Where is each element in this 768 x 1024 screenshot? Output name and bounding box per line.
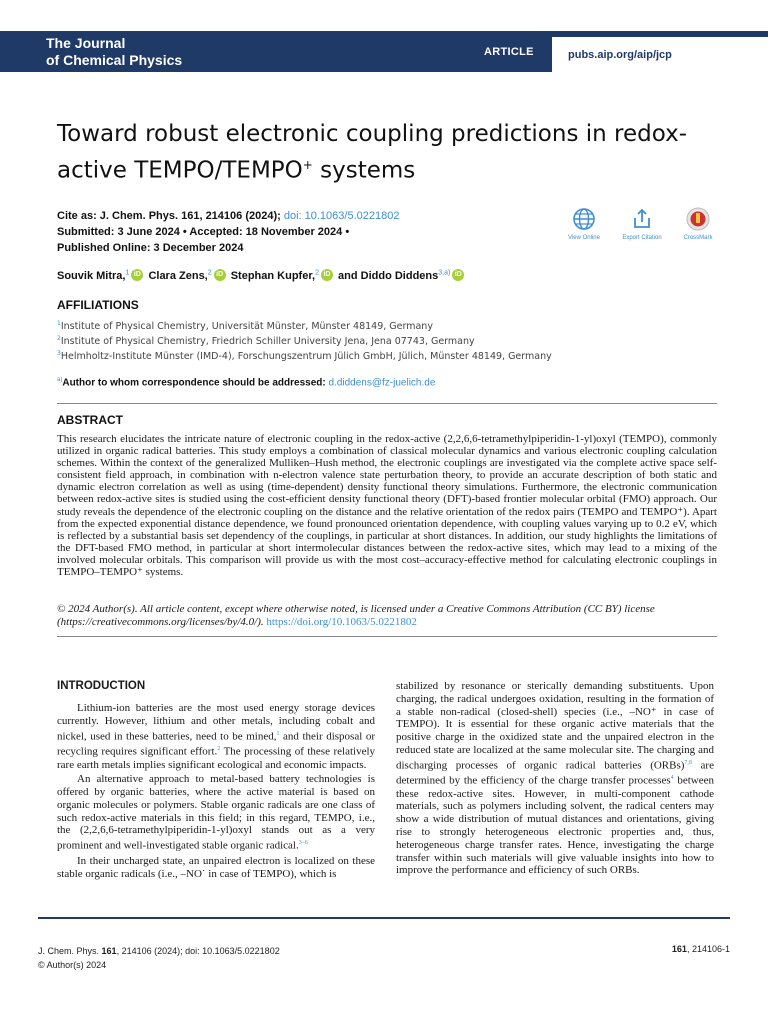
- orcid-icon[interactable]: iD: [321, 269, 333, 281]
- affiliation-item: $^3$Helmholtz-Institute Münster (IMD-4), Forschungszentrum Jülich GmbH, Jülich, Münster 48149, Germany: [57, 350, 552, 363]
- published-date: Published Online: 3 December 2024: [57, 242, 244, 254]
- journal-header: [0, 0, 768, 72]
- title-tail: systems: [312, 157, 416, 184]
- affiliation-item: $^1$Institute of Physical Chemistry, Universität Münster, Münster 48149, Germany: [57, 320, 433, 333]
- intro-paragraph: In their uncharged state, an unpaired electron is localized on these stable organic radicals (i.e., –NO˙ in case of TEMPO), which is: [57, 854, 375, 880]
- abstract-heading: ABSTRACT: [57, 413, 123, 427]
- orcid-icon[interactable]: iD: [452, 269, 464, 281]
- export-icon: [630, 207, 654, 231]
- export-citation-label: Export Citation: [622, 235, 662, 241]
- correspondence-email-link[interactable]: d.diddens@fz-juelich.de: [328, 377, 436, 389]
- author-affil-sup: 1: [125, 269, 130, 277]
- orcid-icon[interactable]: iD: [214, 269, 226, 281]
- author-name[interactable]: Stephan Kupfer,: [230, 269, 316, 282]
- author-name[interactable]: and Diddo Diddens: [338, 269, 439, 282]
- license-statement: © 2024 Author(s). All article content, except where otherwise noted, is licensed under a Creative Commons Attribution (CC BY) license (https://creativecommons.org/licenses/by/4.0/). https://doi.org/10.1063/5.0221802: [57, 603, 655, 628]
- article-title: [57, 119, 717, 187]
- author-affil-sup: 3,a): [438, 269, 451, 277]
- title-superscript: +: [302, 158, 313, 172]
- correspondence-note: $^{a)}$Author to whom correspondence should be addressed: d.diddens@fz-juelich.de: [57, 377, 436, 389]
- journal-name[interactable]: [46, 35, 182, 69]
- citation-block: [57, 208, 399, 256]
- journal-url-link[interactable]: pubs.aip.org/aip/jcp: [568, 49, 672, 61]
- section-divider: [57, 636, 717, 637]
- submission-dates: Submitted: 3 June 2024 • Accepted: 18 November 2024 •: [57, 226, 350, 238]
- intro-right-column: [396, 680, 714, 879]
- introduction-heading: INTRODUCTION: [57, 680, 146, 692]
- author-name[interactable]: Clara Zens,: [148, 269, 208, 282]
- intro-paragraph: An alternative approach to metal-based battery technologies is offered by organic batteries, where the active material is based on organic molecules or polymers. Stable organic radicals are one class of such redox-active materials in this field; in this regard, TEMPO, i.e., the (2,2,6,6-tetramethylpiperidin-1-yl)oxyl stands out as a very prominent and well-investigated stable organic radical.$^{3-6}$: [57, 773, 375, 852]
- journal-name-line2: of Chemical Physics: [46, 52, 183, 68]
- article-type-label: ARTICLE: [484, 46, 534, 58]
- view-online-button[interactable]: [554, 207, 614, 241]
- doi-link[interactable]: doi: 10.1063/5.0221802: [280, 210, 400, 222]
- affiliations-heading: AFFILIATIONS: [57, 298, 139, 312]
- author-name[interactable]: Souvik Mitra,: [57, 269, 126, 282]
- globe-icon: [572, 207, 596, 231]
- footer-citation: J. Chem. Phys. 161, 214106 (2024); doi: 10.1063/5.0221802 © Author(s) 2024: [38, 946, 280, 970]
- orcid-icon[interactable]: iD: [131, 269, 143, 281]
- footer-copyright: © Author(s) 2024: [38, 960, 107, 970]
- abstract-text: This research elucidates the intricate nature of electronic coupling in the redox-active (2,2,6,6-tetramethylpiperidin-1-yl)oxyl (TEMPO), commonly utilized in organic radical batteries. This study employs a combination of classical molecular dynamics and various electronic coupling calculation schemes. Within the context of the generalized Mulliken–Hush method, the electronic couplings are investigated via the complete active space self-consistent field approach, in combination with n-electron valence state perturbation theory, to provide an accurate description of both static and dynamic electron correlation as well as using (time-dependent) density functional theory simulations. Furthermore, the electronic communication between redox-active sites is studied using the cost-efficient density functional theory (DFT)-based frontier molecular orbital (FMO) approach. Our study reveals the dependence of the electronic coupling on the distance and the relative orientation of the redox pairs (TEMPO and TEMPO⁺). Apart from the expected exponential distance dependence, we found pronounced orientation dependence, with coupling values varying up to 0.2 eV, which is reflected by a substantial basis set dependency of the couplings, in particular at short distances. In addition, our study highlights the limitations of the DFT-based FMO method, in particular at short intermolecular distances between the redox-active sites, which may lead to a mixing of the involved molecular orbitals. This comparison will provide us with the most cost–accuracy-effective method for calculating electronic couplings in TEMPO–TEMPO⁺ systems.: [57, 433, 717, 579]
- affiliation-item: $^2$Institute of Physical Chemistry, Friedrich Schiller University Jena, Jena 07743, Germany: [57, 335, 475, 348]
- view-online-label: View Online: [568, 235, 600, 241]
- license-doi-link[interactable]: https://doi.org/10.1063/5.0221802: [266, 615, 417, 628]
- cite-as: Cite as: J. Chem. Phys. 161, 214106 (2024);: [57, 210, 281, 222]
- author-affil-sup: 2: [207, 269, 212, 277]
- page-number: 161, 214106-1: [671, 944, 730, 954]
- journal-name-line1: The Journal: [46, 35, 126, 51]
- intro-paragraph: stabilized by resonance or sterically demanding substituents. Upon charging, the radical undergoes oxidation, resulting in the formation of a stable non-radical (closed-shell) species (i.e., –NO⁺ in case of TEMPO). It is essential for these organic active materials that the positive charge in the oxidized state and the unpaired electron in the reduced state are localized at the same molecular site. The charging and discharging processes of organic radical batteries (ORBs)$^{7,8}$ are determined by the efficiency of the charge transfer processes$^4$ between these redox-active sites. However, in multi-component cathode materials, such as polymers including solvent, the radical centers may show a wide distribution of mutual distances and orientations, giving rise to strongly heterogeneous electronic properties and, thus, heterogeneous charge transfer rates. Hence, investigating the charge transfer within such materials will give valuable insights into how to improve the performance and efficiency of such ORBs.: [396, 680, 714, 877]
- author-list: [57, 269, 466, 283]
- section-divider: [57, 403, 717, 404]
- export-citation-button[interactable]: [612, 207, 672, 241]
- crossmark-icon: [686, 207, 710, 231]
- intro-paragraph: Lithium-ion batteries are the most used energy storage devices currently. However, lithium and other metals, including cobalt and nickel, used in these batteries, need to be mined,$^1$ and their disposal or recycling requires significant effort.$^2$ The processing of these relatively rare earth metals implies significant ecological and economic impacts.: [57, 702, 376, 771]
- title-main: Toward robust electronic coupling predictions in redox-active TEMPO/TEMPO: [57, 121, 687, 184]
- footer-divider: [38, 917, 730, 919]
- intro-left-column: [57, 702, 375, 882]
- crossmark-label: CrossMark: [683, 235, 713, 241]
- crossmark-button[interactable]: [668, 207, 728, 241]
- author-affil-sup: 2: [315, 269, 319, 277]
